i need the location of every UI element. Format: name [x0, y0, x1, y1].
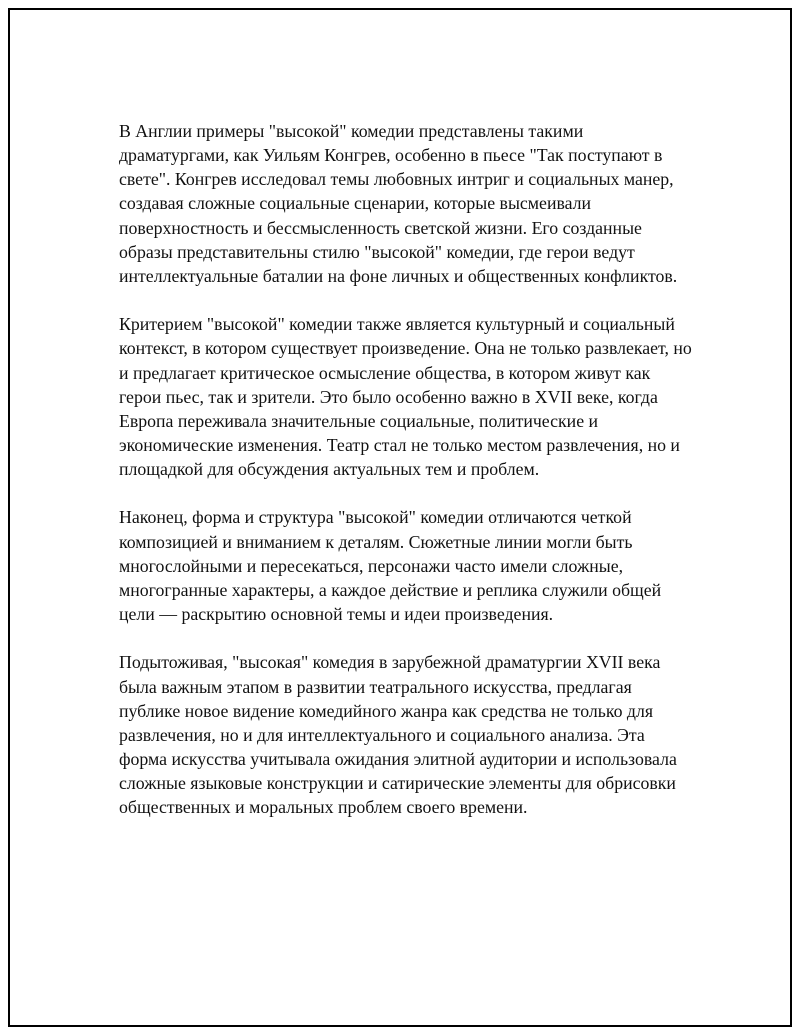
paragraph-2: Критерием "высокой" комедии также является культурный и социальный контекст, в котором существует произведение. Она не только развлекает, но и предлагает критическое осмысление общества, в котором живут как герои пьес, так и зрители. Это было особенно важно в XVII веке, когда Европа переживала значительные социальные, политические и экономические изменения. Театр стал не только местом развлечения, но и площадкой для обсуждения актуальных тем и проблем. — [119, 314, 692, 480]
paragraph-4: Подытоживая, "высокая" комедия в зарубежной драматургии XVII века была важным этапом в развитии театрального искусства, предлагая публике новое видение комедийного жанра как средства не только для развлечения, но и для интеллектуального и социального анализа. Эта форма искусства учитывала ожидания элитной аудитории и использовала сложные языковые конструкции и сатирические элементы для обрисовки общественных и моральных проблем своего времени. — [119, 652, 677, 818]
paragraph-3: Наконец, форма и структура "высокой" комедии отличаются четкой композицией и вниманием к деталям. Сюжетные линии могли быть многослойными и пересекаться, персонажи часто имели сложные, многогранные характеры, а каждое действие и реплика служили общей цели — раскрытию основной темы и идеи произведения. — [119, 507, 662, 625]
page-border — [8, 8, 792, 1027]
document-body — [119, 119, 695, 819]
paragraph-1: В Англии примеры "высокой" комедии представлены такими драматургами, как Уильям Конгрев, особенно в пьесе "Так поступают в свете". Конгрев исследовал темы любовных интриг и социальных манер, создавая сложные социальные сценарии, которые высмеивали поверхностность и бессмысленность светской жизни. Его созданные образы представительны стилю "высокой" комедии, где герои ведут интеллектуальные баталии на фоне личных и общественных конфликтов. — [119, 121, 678, 286]
